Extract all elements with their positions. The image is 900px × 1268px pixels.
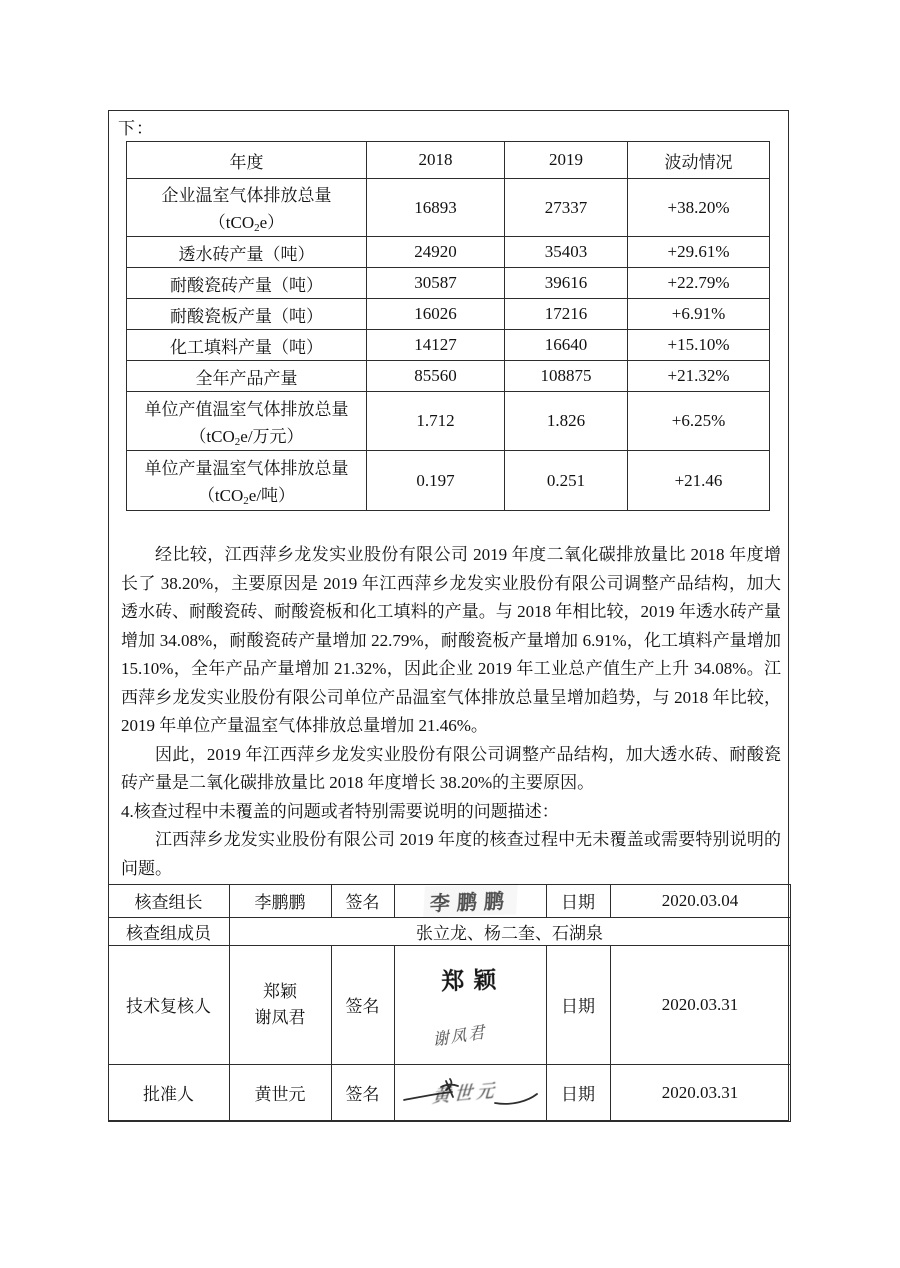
change-value: +15.10% <box>628 330 770 361</box>
value-2019: 16640 <box>505 330 628 361</box>
value-2018: 24920 <box>367 237 505 268</box>
value-2019: 17216 <box>505 299 628 330</box>
value-2018: 0.197 <box>367 451 505 511</box>
row-label: 耐酸瓷砖产量（吨） <box>127 268 367 299</box>
row-label: 耐酸瓷板产量（吨） <box>127 299 367 330</box>
role-label: 核查组长 <box>108 884 229 917</box>
reviewer-name-2: 谢凤君 <box>254 1007 306 1027</box>
reviewer-signature-2: 谢凤君 <box>432 1023 489 1050</box>
row-label: 透水砖产量（吨） <box>127 237 367 268</box>
header-year: 年度 <box>127 142 367 179</box>
sign-label: 签名 <box>331 1064 394 1121</box>
row-label-line1: 企业温室气体排放总量 <box>161 186 332 205</box>
change-value: +6.91% <box>628 299 770 330</box>
analysis-paragraph-1: 经比较，江西萍乡龙发实业股份有限公司 2019 年度二氧化碳排放量比 2018 年度增长了 38.20%，主要原因是 2019 年江西萍乡龙发实业股份有限公司调整产品结构，加大透水砖、耐酸瓷砖、耐酸瓷板和化工填料的产量。与 2018 年相比较，2019 年透水砖产量增加 34.08%，耐酸瓷砖产量增加 22.79%，耐酸瓷板产量增加 6.91%，化工填料产量增加 15.10%，全年产品产量增加 21.32%，因此企业 2019 年工业总产值生产上升 34.08%。江西萍乡龙发实业股份有限公司单位产品温室气体排放总量呈增加趋势，与 2018 年比较，2019 年单位产量温室气体排放总量增加 21.46%。 <box>121 545 781 735</box>
row-label: 化工填料产量（吨） <box>127 330 367 361</box>
approver-signature <box>400 1073 540 1113</box>
approver-name: 黄世元 <box>229 1064 331 1121</box>
approver-date: 2020.03.31 <box>610 1064 790 1121</box>
header-change: 波动情况 <box>628 142 770 179</box>
reviewer-date: 2020.03.31 <box>610 945 790 1064</box>
table-row <box>127 179 770 237</box>
header-2018: 2018 <box>367 142 505 179</box>
value-2019: 39616 <box>505 268 628 299</box>
leader-date: 2020.03.04 <box>610 884 790 917</box>
value-2019: 27337 <box>505 179 628 237</box>
leader-name: 李鹏鹏 <box>229 884 331 917</box>
row-label <box>127 392 367 451</box>
value-2019: 0.251 <box>505 451 628 511</box>
signoff-row-members <box>108 917 790 945</box>
leader-signature: 李鹏鹏 <box>423 883 518 917</box>
row-label-unit: （tCO$_2$e） <box>208 213 285 234</box>
signoff-row-approver <box>108 1064 790 1121</box>
row-label <box>127 451 367 511</box>
header-2019: 2019 <box>505 142 628 179</box>
signoff-row-reviewer <box>108 945 790 1064</box>
row-label-line1: 单位产量温室气体排放总量 <box>144 459 349 478</box>
change-value: +21.32% <box>628 361 770 392</box>
value-2018: 16893 <box>367 179 505 237</box>
change-value: +38.20% <box>628 179 770 237</box>
table-row <box>127 392 770 451</box>
subscript: 2 <box>254 222 260 234</box>
sign-label: 签名 <box>331 945 394 1064</box>
date-label: 日期 <box>546 1064 610 1121</box>
reviewer-names <box>229 945 331 1064</box>
row-label: 全年产品产量 <box>127 361 367 392</box>
role-label: 核查组成员 <box>108 917 229 945</box>
reviewer-signature-cell <box>394 945 546 1064</box>
role-label: 技术复核人 <box>108 945 229 1064</box>
table-row <box>127 330 770 361</box>
section4-paragraph: 江西萍乡龙发实业股份有限公司 2019 年度的核查过程中无未覆盖或需要特别说明的问题。 <box>121 830 781 878</box>
approver-signature-cell <box>394 1064 546 1121</box>
reviewer-name-1: 郑颖 <box>263 981 297 1001</box>
subscript: 2 <box>234 435 241 448</box>
value-2019: 1.826 <box>505 392 628 451</box>
value-2019: 108875 <box>505 361 628 392</box>
value-2018: 16026 <box>367 299 505 330</box>
change-value: +21.46 <box>628 451 770 511</box>
value-2018: 30587 <box>367 268 505 299</box>
approver-signature-text: 黄世元 <box>430 1079 503 1106</box>
date-label: 日期 <box>546 945 610 1064</box>
row-label-unit: （tCO$_2$e/万元） <box>189 426 304 448</box>
value-2018: 14127 <box>367 330 505 361</box>
emission-comparison-table <box>126 141 770 511</box>
sign-label: 签名 <box>331 884 394 917</box>
value-2019: 35403 <box>505 237 628 268</box>
role-label: 批准人 <box>108 1064 229 1121</box>
signoff-row-leader <box>108 884 790 917</box>
row-label-unit: （tCO$_2$e/吨） <box>197 486 296 507</box>
section4-heading: 4.核查过程中未覆盖的问题或者特别需要说明的问题描述： <box>121 801 559 821</box>
change-value: +29.61% <box>628 237 770 268</box>
signoff-table <box>108 884 791 1122</box>
analysis-paragraph-2: 因此，2019 年江西萍乡龙发实业股份有限公司调整产品结构，加大透水砖、耐酸瓷砖产量是二氧化碳排放量比 2018 年度增长 38.20%的主要原因。 <box>121 744 781 792</box>
change-value: +22.79% <box>628 268 770 299</box>
table-header-row <box>127 142 770 179</box>
team-members: 张立龙、杨二奎、石湖泉 <box>229 917 790 945</box>
table-row <box>127 299 770 330</box>
row-label <box>127 179 367 237</box>
intro-label: 下： <box>118 119 154 138</box>
value-2018: 85560 <box>367 361 505 392</box>
reviewer-signature-1: 郑颖 <box>440 966 506 994</box>
report-section-box <box>108 110 789 1121</box>
date-label: 日期 <box>546 884 610 917</box>
leader-signature-cell <box>394 884 546 917</box>
subscript: 2 <box>243 495 249 507</box>
change-value: +6.25% <box>628 392 770 451</box>
table-row <box>127 451 770 511</box>
table-row <box>127 237 770 268</box>
table-row <box>127 268 770 299</box>
value-2018: 1.712 <box>367 392 505 451</box>
table-row <box>127 361 770 392</box>
analysis-text <box>121 541 781 883</box>
row-label-line1: 单位产值温室气体排放总量 <box>144 399 349 419</box>
